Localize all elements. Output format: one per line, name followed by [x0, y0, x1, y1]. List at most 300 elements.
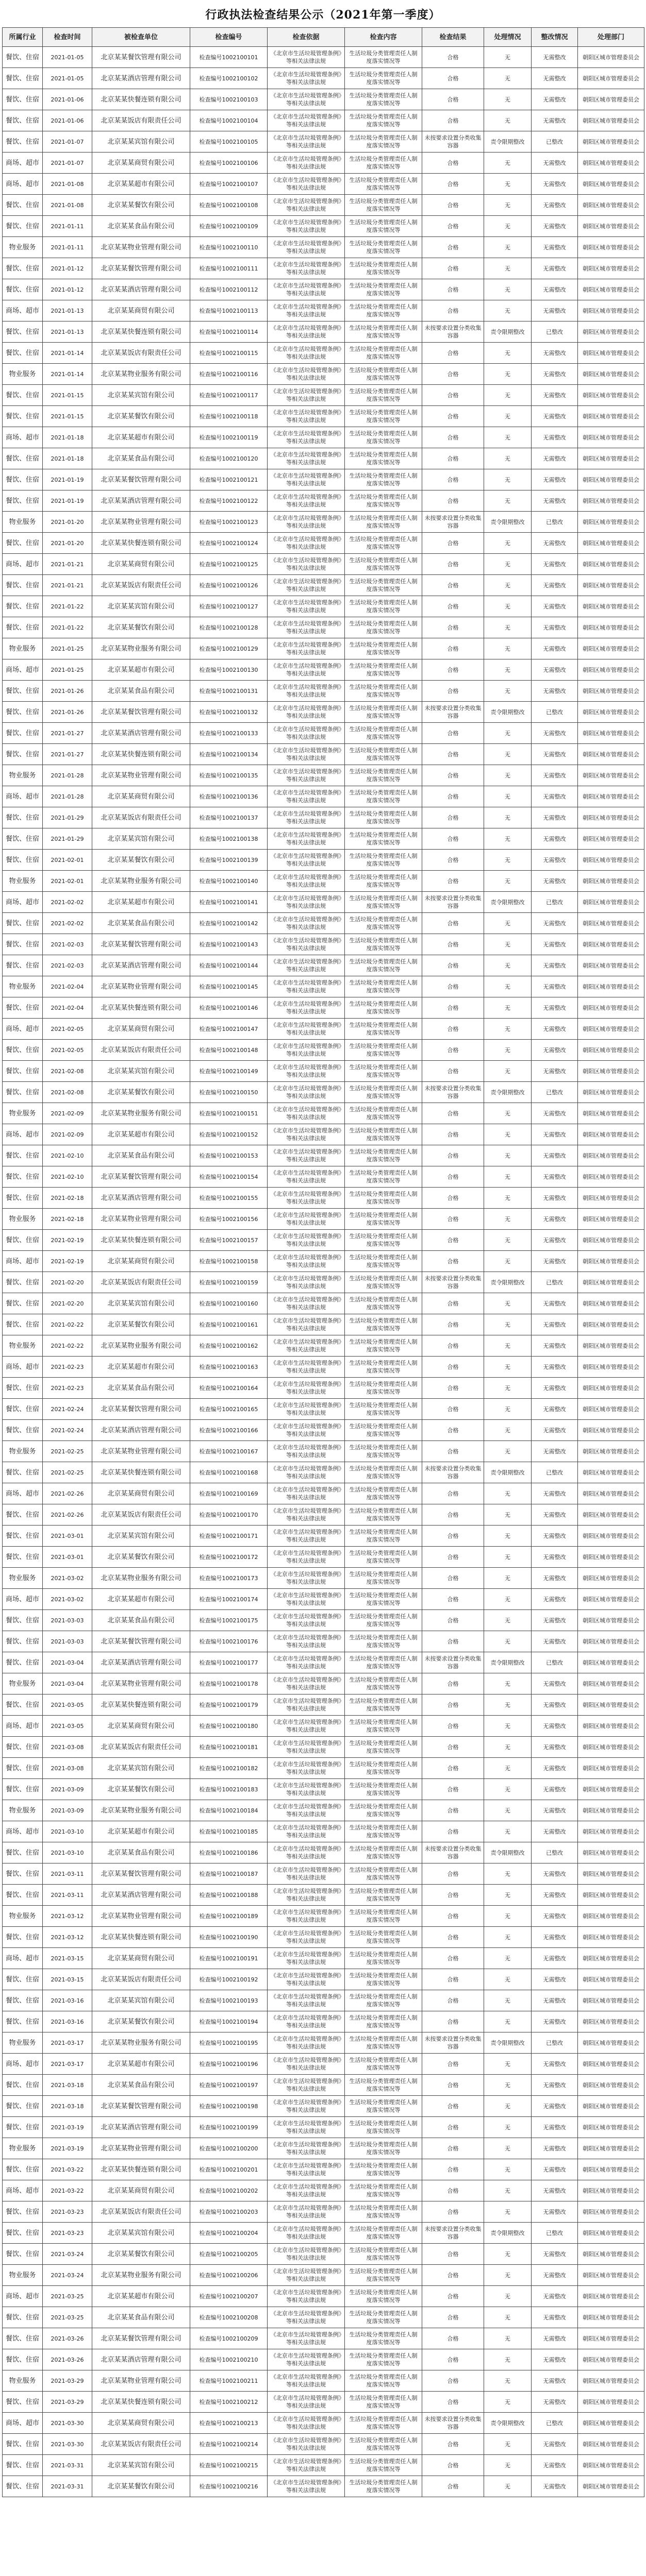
cell-dept-text: 朝阳区城市管理委员会 [583, 835, 639, 842]
cell-unit [92, 2011, 190, 2032]
cell-rectification [532, 469, 578, 490]
cell-date-text: 2021-03-31 [51, 2483, 84, 2490]
cell-content-text: 生活垃圾分类管理责任人制度落实情况等 [349, 1824, 418, 1839]
cell-handling [484, 1314, 532, 1335]
table-row [3, 512, 644, 533]
cell-number-text: 检查编号1002100151 [199, 1110, 258, 1117]
cell-number-text: 检查编号1002100141 [199, 899, 258, 906]
cell-content [345, 343, 422, 364]
cell-basis [268, 1230, 345, 1251]
cell-handling [484, 1378, 532, 1399]
cell-unit-text: 北京某某快餐连锁有限公司 [101, 1933, 181, 1941]
cell-number-text: 检查编号1002100108 [199, 201, 258, 209]
cell-content-text: 生活垃圾分类管理责任人制度落实情况等 [349, 1930, 418, 1944]
cell-date [43, 279, 92, 300]
cell-unit-text: 北京某某宾馆有限公司 [107, 391, 175, 399]
cell-industry-text: 餐饮、住宿 [5, 1532, 39, 1540]
cell-unit [92, 258, 190, 279]
cell-handling [484, 448, 532, 469]
cell-number [190, 1145, 268, 1166]
col-header-number: 检查编号 [190, 28, 268, 47]
cell-result [422, 1716, 484, 1737]
cell-number [190, 110, 268, 131]
cell-dept-text: 朝阳区城市管理委员会 [583, 561, 639, 568]
cell-content [345, 300, 422, 321]
cell-content [345, 279, 422, 300]
cell-date-text: 2021-02-23 [51, 1363, 84, 1370]
cell-result-text: 合格 [447, 1553, 459, 1561]
cell-content-text: 生活垃圾分类管理责任人制度落实情况等 [349, 2205, 418, 2219]
cell-basis [268, 1504, 345, 1526]
cell-content [345, 321, 422, 343]
cell-dept [578, 1399, 644, 1420]
cell-content-text: 生活垃圾分类管理责任人制度落实情况等 [349, 1212, 418, 1226]
cell-content-text: 生活垃圾分类管理责任人制度落实情况等 [349, 1613, 418, 1628]
cell-unit [92, 596, 190, 617]
cell-basis [268, 1462, 345, 1483]
table-row [3, 786, 644, 807]
cell-handling [484, 638, 532, 659]
cell-handling-text: 责令限期整改 [490, 899, 525, 906]
cell-industry [3, 469, 43, 490]
cell-content-text: 生活垃圾分类管理责任人制度落实情况等 [349, 71, 418, 86]
cell-date-text: 2021-03-16 [51, 1997, 84, 2004]
cell-unit [92, 1652, 190, 1673]
cell-content-text: 生活垃圾分类管理责任人制度落实情况等 [349, 1064, 418, 1078]
cell-rectification-text: 无需整改 [543, 814, 566, 821]
cell-unit [92, 892, 190, 913]
cell-handling [484, 2223, 532, 2244]
cell-number-text: 检查编号1002100140 [199, 877, 258, 885]
cell-basis-text: 《北京市生活垃圾管理条例》等相关法律法规 [270, 409, 342, 423]
cell-basis [268, 469, 345, 490]
cell-number-text: 检查编号1002100203 [199, 2208, 258, 2215]
table-row [3, 1420, 644, 1441]
cell-date [43, 1357, 92, 1378]
cell-basis-text: 《北京市生活垃圾管理条例》等相关法律法规 [270, 2183, 342, 2198]
cell-result-text: 合格 [447, 392, 459, 399]
cell-industry-text: 餐饮、住宿 [5, 1278, 39, 1286]
cell-handling [484, 1969, 532, 1990]
cell-number [190, 1716, 268, 1737]
cell-basis-text: 《北京市生活垃圾管理条例》等相关法律法规 [270, 2162, 342, 2177]
cell-handling-text: 无 [505, 1912, 510, 1920]
cell-dept [578, 2370, 644, 2392]
cell-basis-text: 《北京市生活垃圾管理条例》等相关法律法规 [270, 2479, 342, 2494]
cell-content-text: 生活垃圾分类管理责任人制度落实情况等 [349, 2458, 418, 2472]
cell-unit-text: 北京某某酒店管理有限公司 [101, 961, 181, 970]
cell-unit-text: 北京某某物业服务有限公司 [101, 1806, 181, 1815]
cell-unit [92, 1103, 190, 1124]
cell-result-text: 合格 [447, 1617, 459, 1624]
cell-basis [268, 2117, 345, 2138]
cell-basis-text: 《北京市生活垃圾管理条例》等相关法律法规 [270, 1930, 342, 1944]
cell-dept [578, 258, 644, 279]
cell-industry-text: 商场、超市 [5, 1722, 39, 1730]
cell-result-text: 合格 [447, 687, 459, 694]
cell-basis-text: 《北京市生活垃圾管理条例》等相关法律法规 [270, 346, 342, 360]
cell-number [190, 871, 268, 892]
cell-basis [268, 596, 345, 617]
cell-date [43, 659, 92, 681]
cell-number [190, 68, 268, 89]
cell-content-text: 生活垃圾分类管理责任人制度落实情况等 [349, 494, 418, 508]
cell-result-text: 合格 [447, 1490, 459, 1497]
cell-result [422, 1251, 484, 1272]
cell-dept [578, 681, 644, 702]
cell-result [422, 850, 484, 871]
cell-content-text: 生活垃圾分类管理责任人制度落实情况等 [349, 134, 418, 149]
cell-rectification [532, 89, 578, 110]
cell-content-text: 生活垃圾分类管理责任人制度落实情况等 [349, 2120, 418, 2134]
cell-unit-text: 北京某某物业管理有限公司 [101, 243, 181, 251]
cell-dept [578, 1209, 644, 1230]
cell-basis [268, 638, 345, 659]
cell-result-text: 合格 [447, 2462, 459, 2469]
cell-dept-text: 朝阳区城市管理委员会 [583, 877, 639, 885]
cell-industry-text: 餐饮、住宿 [5, 1701, 39, 1709]
cell-result [422, 1040, 484, 1061]
cell-date [43, 490, 92, 512]
cell-dept-text: 朝阳区城市管理委员会 [583, 2398, 639, 2405]
cell-result-text: 合格 [447, 730, 459, 737]
table-row [3, 1272, 644, 1293]
cell-industry-text: 餐饮、住宿 [5, 856, 39, 864]
cell-rectification-text: 已整改 [546, 708, 563, 716]
cell-number-text: 检查编号1002100159 [199, 1279, 258, 1286]
cell-number [190, 448, 268, 469]
cell-industry-text: 餐饮、住宿 [5, 2102, 39, 2110]
cell-dept [578, 976, 644, 997]
cell-content-text: 生活垃圾分类管理责任人制度落实情况等 [349, 2437, 418, 2451]
cell-date-text: 2021-02-18 [51, 1194, 84, 1201]
cell-dept [578, 1610, 644, 1631]
cell-dept-text: 朝阳区城市管理委员会 [583, 1891, 639, 1899]
cell-date-text: 2021-01-11 [51, 244, 84, 251]
cell-rectification [532, 300, 578, 321]
cell-result-text: 合格 [447, 413, 459, 420]
cell-basis-text: 《北京市生活垃圾管理条例》等相关法律法规 [270, 536, 342, 550]
cell-result-text: 合格 [447, 1173, 459, 1180]
cell-number-text: 检查编号1002100194 [199, 2018, 258, 2025]
cell-date [43, 2349, 92, 2370]
cell-handling [484, 1483, 532, 1504]
cell-date [43, 2138, 92, 2159]
cell-result-text: 合格 [447, 2166, 459, 2173]
cell-handling [484, 1589, 532, 1610]
cell-dept-text: 朝阳区城市管理委员会 [583, 1173, 639, 1180]
cell-basis-text: 《北京市生活垃圾管理条例》等相关法律法规 [270, 641, 342, 656]
cell-number [190, 955, 268, 976]
cell-rectification-text: 无需整改 [543, 1807, 566, 1814]
cell-handling-text: 无 [505, 856, 510, 863]
cell-rectification-text: 无需整改 [543, 2208, 566, 2215]
cell-unit [92, 1209, 190, 1230]
cell-unit-text: 北京某某商贸有限公司 [107, 1025, 175, 1033]
cell-date [43, 1462, 92, 1483]
cell-industry-text: 餐饮、住宿 [5, 2398, 39, 2406]
cell-content-text: 生活垃圾分类管理责任人制度落实情况等 [349, 1550, 418, 1564]
cell-dept-text: 朝阳区城市管理委员会 [583, 1067, 639, 1075]
cell-date [43, 2413, 92, 2434]
cell-result-text: 合格 [447, 75, 459, 82]
cell-content-text: 生活垃圾分类管理责任人制度落实情况等 [349, 451, 418, 466]
cell-unit [92, 195, 190, 216]
inspection-table [2, 27, 644, 2497]
cell-unit-text: 北京某某物业管理有限公司 [101, 1912, 181, 1920]
cell-dept-text: 朝阳区城市管理委员会 [583, 1300, 639, 1307]
table-row [3, 469, 644, 490]
cell-industry-text: 餐饮、住宿 [5, 919, 39, 927]
cell-content [345, 1272, 422, 1293]
cell-rectification-text: 无需整改 [543, 265, 566, 272]
cell-date [43, 934, 92, 955]
cell-industry [3, 2201, 43, 2223]
cell-result-text: 合格 [447, 877, 459, 885]
cell-dept-text: 朝阳区城市管理委员会 [583, 1089, 639, 1096]
cell-rectification-text: 无需整改 [543, 2483, 566, 2490]
cell-result [422, 765, 484, 786]
cell-number-text: 检查编号1002100208 [199, 2314, 258, 2321]
cell-rectification [532, 321, 578, 343]
table-row [3, 1547, 644, 1568]
cell-rectification-text: 已整改 [546, 1089, 563, 1096]
cell-industry [3, 2223, 43, 2244]
cell-number-text: 检查编号1002100111 [199, 265, 258, 272]
table-header-row [3, 28, 644, 47]
cell-number-text: 检查编号1002100196 [199, 2060, 258, 2067]
cell-date [43, 1716, 92, 1737]
cell-number [190, 2286, 268, 2307]
cell-date-text: 2021-03-15 [51, 1976, 84, 1983]
cell-unit [92, 279, 190, 300]
cell-dept [578, 512, 644, 533]
cell-rectification [532, 892, 578, 913]
cell-dept-text: 朝阳区城市管理委员会 [583, 1680, 639, 1687]
cell-result [422, 1399, 484, 1420]
cell-number [190, 638, 268, 659]
cell-handling-text: 无 [505, 476, 510, 483]
cell-date [43, 1969, 92, 1990]
cell-rectification [532, 913, 578, 934]
cell-basis [268, 1716, 345, 1737]
cell-rectification [532, 2223, 578, 2244]
cell-result [422, 955, 484, 976]
cell-result-text: 合格 [447, 117, 459, 124]
cell-content [345, 131, 422, 152]
cell-rectification-text: 无需整改 [543, 2166, 566, 2173]
cell-date-text: 2021-03-03 [51, 1617, 84, 1624]
cell-dept-text: 朝阳区城市管理委员会 [583, 349, 639, 357]
cell-content-text: 生活垃圾分类管理责任人制度落实情况等 [349, 2226, 418, 2240]
table-row [3, 997, 644, 1019]
cell-content [345, 2370, 422, 2392]
cell-unit-text: 北京某某商贸有限公司 [107, 1489, 175, 1498]
table-row [3, 1378, 644, 1399]
cell-dept [578, 659, 644, 681]
cell-handling [484, 1927, 532, 1948]
cell-content-text: 生活垃圾分类管理责任人制度落实情况等 [349, 282, 418, 297]
cell-number-text: 检查编号1002100215 [199, 2462, 258, 2469]
cell-result [422, 2075, 484, 2096]
cell-date [43, 406, 92, 427]
cell-basis-text: 《北京市生活垃圾管理条例》等相关法律法规 [270, 325, 342, 339]
cell-number [190, 1103, 268, 1124]
cell-number-text: 检查编号1002100137 [199, 814, 258, 821]
cell-handling-text: 无 [505, 180, 510, 188]
table-row [3, 2455, 644, 2476]
cell-handling-text: 无 [505, 1596, 510, 1603]
cell-date [43, 1399, 92, 1420]
cell-basis [268, 2223, 345, 2244]
cell-unit [92, 1188, 190, 1209]
cell-dept-text: 朝阳区城市管理委员会 [583, 1152, 639, 1159]
cell-content-text: 生活垃圾分类管理责任人制度落实情况等 [349, 958, 418, 973]
cell-date [43, 1631, 92, 1652]
cell-number [190, 2244, 268, 2265]
cell-basis-text: 《北京市生活垃圾管理条例》等相关法律法规 [270, 1001, 342, 1015]
cell-number-text: 检查编号1002100165 [199, 1405, 258, 1413]
cell-number [190, 1272, 268, 1293]
cell-basis [268, 617, 345, 638]
cell-number [190, 2223, 268, 2244]
cell-content-text: 生活垃圾分类管理责任人制度落实情况等 [349, 557, 418, 571]
cell-content [345, 1378, 422, 1399]
cell-number [190, 1821, 268, 1842]
cell-number [190, 2413, 268, 2434]
cell-basis-text: 《北京市生活垃圾管理条例》等相关法律法规 [270, 1529, 342, 1543]
cell-handling-text: 无 [505, 1617, 510, 1624]
cell-industry-text: 商场、超市 [5, 180, 39, 188]
cell-rectification [532, 871, 578, 892]
cell-content-text: 生活垃圾分类管理责任人制度落实情况等 [349, 1106, 418, 1121]
cell-industry [3, 2054, 43, 2075]
cell-result-text: 合格 [447, 201, 459, 209]
cell-rectification [532, 279, 578, 300]
cell-rectification-text: 无需整改 [543, 54, 566, 61]
cell-unit-text: 北京某某商贸有限公司 [107, 1722, 175, 1730]
cell-result-text: 合格 [447, 2018, 459, 2025]
cell-result [422, 89, 484, 110]
table-row [3, 765, 644, 786]
cell-handling [484, 1357, 532, 1378]
cell-dept-text: 朝阳区城市管理委员会 [583, 413, 639, 420]
cell-handling [484, 2032, 532, 2054]
cell-date [43, 1335, 92, 1357]
table-row [3, 2265, 644, 2286]
cell-result-text: 合格 [447, 434, 459, 441]
cell-number [190, 786, 268, 807]
cell-handling [484, 1568, 532, 1589]
cell-basis [268, 1124, 345, 1145]
cell-result [422, 828, 484, 850]
cell-number [190, 1758, 268, 1779]
cell-date [43, 1948, 92, 1969]
cell-basis [268, 659, 345, 681]
cell-industry-text: 物业服务 [9, 1806, 36, 1815]
cell-handling-text: 责令限期整改 [490, 1469, 525, 1476]
cell-content [345, 2286, 422, 2307]
cell-rectification [532, 554, 578, 575]
cell-dept-text: 朝阳区城市管理委员会 [583, 2039, 639, 2046]
cell-basis-text: 《北京市生活垃圾管理条例》等相关法律法规 [270, 1613, 342, 1628]
cell-date [43, 554, 92, 575]
cell-industry [3, 2075, 43, 2096]
table-row [3, 828, 644, 850]
cell-dept [578, 2265, 644, 2286]
cell-unit-text: 北京某某酒店管理有限公司 [101, 2355, 181, 2364]
cell-dept [578, 2011, 644, 2032]
cell-result [422, 1103, 484, 1124]
cell-dept-text: 朝阳区城市管理委员会 [583, 2166, 639, 2173]
cell-unit-text: 北京某某快餐连锁有限公司 [101, 750, 181, 758]
cell-date-text: 2021-03-26 [51, 2335, 84, 2342]
cell-number [190, 1737, 268, 1758]
cell-dept [578, 1166, 644, 1188]
cell-industry [3, 1040, 43, 1061]
cell-rectification-text: 已整改 [546, 518, 563, 526]
cell-handling [484, 1526, 532, 1547]
cell-rectification [532, 2434, 578, 2455]
cell-content [345, 1504, 422, 1526]
cell-basis-text: 《北京市生活垃圾管理条例》等相关法律法规 [270, 2458, 342, 2472]
cell-content [345, 1166, 422, 1188]
cell-content [345, 2349, 422, 2370]
cell-rectification [532, 1082, 578, 1103]
cell-industry [3, 575, 43, 596]
cell-number-text: 检查编号1002100197 [199, 2081, 258, 2089]
cell-basis [268, 2413, 345, 2434]
cell-unit-text: 北京某某餐饮管理有限公司 [101, 708, 181, 716]
cell-unit-text: 北京某某饭店有限责任公司 [101, 116, 181, 125]
cell-basis-text: 《北京市生活垃圾管理条例》等相关法律法规 [270, 1993, 342, 2008]
cell-basis [268, 955, 345, 976]
table-row [3, 1357, 644, 1378]
cell-industry-text: 餐饮、住宿 [5, 1004, 39, 1012]
cell-handling [484, 955, 532, 976]
cell-unit-text: 北京某某物业服务有限公司 [101, 645, 181, 653]
cell-industry [3, 1758, 43, 1779]
cell-rectification [532, 1483, 578, 1504]
cell-result [422, 2434, 484, 2455]
cell-result-text: 合格 [447, 1511, 459, 1518]
table-row [3, 2180, 644, 2201]
cell-result-text: 合格 [447, 2356, 459, 2363]
cell-basis [268, 89, 345, 110]
cell-content [345, 68, 422, 89]
cell-rectification-text: 无需整改 [543, 392, 566, 399]
cell-result [422, 1863, 484, 1885]
cell-result-text: 合格 [447, 1934, 459, 1941]
cell-dept-text: 朝阳区城市管理委员会 [583, 1448, 639, 1455]
cell-date [43, 2032, 92, 2054]
cell-rectification [532, 1821, 578, 1842]
cell-dept-text: 朝阳区城市管理委员会 [583, 2250, 639, 2258]
table-row [3, 1103, 644, 1124]
cell-industry [3, 2265, 43, 2286]
cell-dept-text: 朝阳区城市管理委员会 [583, 1976, 639, 1983]
cell-unit [92, 1906, 190, 1927]
cell-result-text: 合格 [447, 793, 459, 800]
cell-result-text: 合格 [447, 2377, 459, 2384]
cell-basis [268, 1779, 345, 1800]
cell-basis-text: 《北京市生活垃圾管理条例》等相关法律法规 [270, 1824, 342, 1839]
cell-industry-text: 餐饮、住宿 [5, 1785, 39, 1793]
cell-handling-text: 无 [505, 2462, 510, 2469]
cell-number [190, 1166, 268, 1188]
cell-basis [268, 131, 345, 152]
cell-date-text: 2021-01-08 [51, 201, 84, 209]
